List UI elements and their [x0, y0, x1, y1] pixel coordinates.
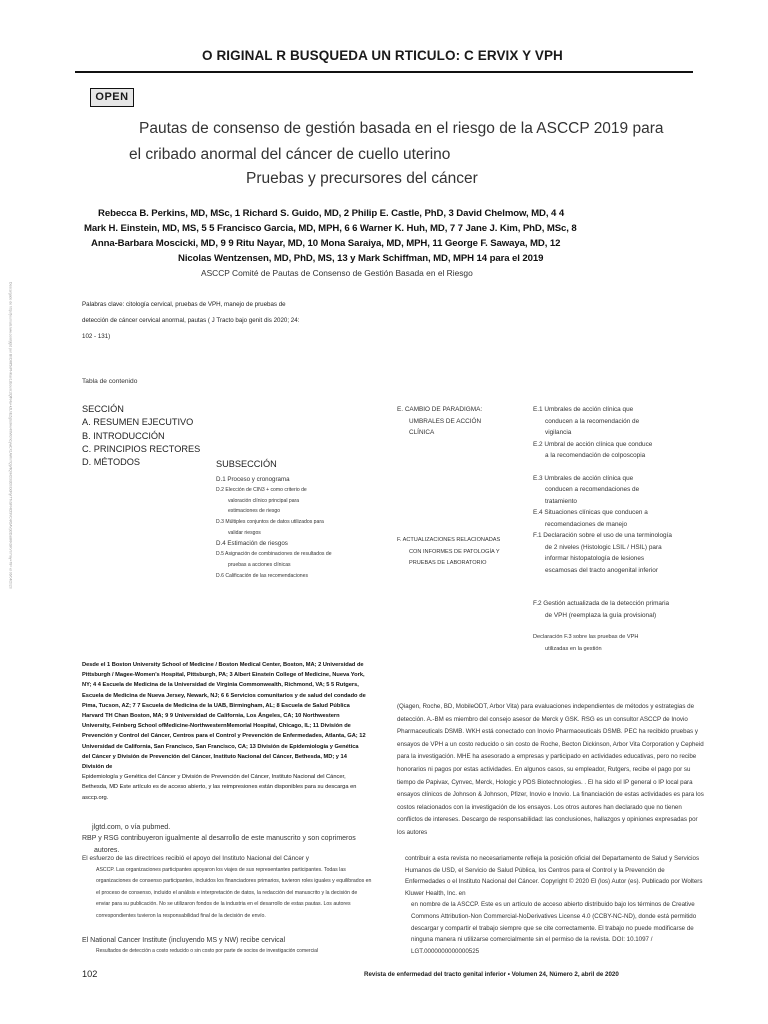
toc-d2c: estimaciones de riesgo: [228, 508, 281, 515]
journal-citation-footer: Revista de enfermedad del tracto genital inferior • Volumen 24, Número 2, abril de 2020: [364, 971, 619, 978]
toc-f1c: informar histopatología de lesiones: [545, 555, 645, 562]
page-number: 102: [82, 969, 98, 979]
toc-f1d: escamosas del tracto anogenital inferior: [545, 566, 658, 574]
toc-section-b: B. INTRODUCCIÓN: [82, 430, 165, 441]
co-first-line-2: autores.: [94, 846, 120, 854]
download-watermark: [8, 282, 19, 702]
toc-f1b: de 2 niveles (Histologic LSIL / HSIL) para: [545, 543, 662, 551]
author-line-3: Anna-Barbara Moscicki, MD, 9 9 Ritu Nayar, MD, 10 Mona Saraiya, MD, MPH, 11 George F. Sawaya, MD, 12: [91, 238, 561, 249]
toc-e-line-1: E. CAMBIO DE PARADIGMA:: [397, 406, 483, 413]
toc-d5a: D.5 Asignación de combinaciones de resultados de: [216, 551, 332, 558]
funding-line-1: El esfuerzo de las directrices recibió el apoyo del Instituto Nacional del Cáncer y: [82, 855, 309, 862]
funding-note: [82, 853, 372, 922]
toc-section-e: [397, 404, 527, 439]
toc-d1: D.1 Proceso y cronograma: [216, 476, 290, 483]
download-watermark-text: Descargado de http://journals.lww.com/jlgtd por BhDMf5ePHKav1zEoum1tQfN4a+kJLhEZgbsIHo4XMi0hCywCX1AWnYQp/IlQrHD3i3D0OdRyi7TvSFl4Cf3VC4/OAVpDDa8KKGKV0Ymy+78= el 06/04/2020: [8, 282, 13, 589]
article-title-line-3: Pruebas y precursores del cáncer: [246, 170, 478, 187]
nci-line-2: Resultados de detección a costo reducido o sin costo por parte de socios de investigación comercial: [96, 948, 319, 954]
journal-link-note: jlgtd.com, o vía pubmed.: [92, 822, 171, 831]
toc-e-line-3: CLÍNICA: [409, 429, 435, 436]
article-title-line-2: el cribado anormal del cáncer de cuello uterino: [129, 146, 451, 163]
author-line-1: Rebecca B. Perkins, MD, MSc, 1 Richard S. Guido, MD, 2 Philip E. Castle, PhD, 3 David Chelmow, MD, 4 4: [98, 208, 565, 219]
toc-section-f: [397, 535, 527, 570]
toc-f-line-2: CON INFORMES DE PATOLOGÍA Y: [409, 548, 500, 555]
toc-section-c: C. PRINCIPIOS RECTORES: [82, 443, 201, 454]
toc-d6: D.6 Calificación de las recomendaciones: [216, 572, 309, 579]
toc-subsections-ef: [533, 404, 713, 655]
toc-f2b: de VPH (reemplaza la guía provisional): [545, 611, 657, 619]
toc-d3b: validar riesgos: [228, 529, 261, 536]
license-para-2: en nombre de la ASCCP. Este es un artículo de acceso abierto distribuido bajo los términos de Creative Commons Attribution-Non Commercial-NoDerivatives License 4.0 (CCBY-NC-ND), donde está permitido descargar y compartir el trabajo siempre que se cite correctamente. El trabajo no puede modificarse de ninguna manera ni utilizarse comercialmente sin el permiso de la revista. DOI: 10.1097 / LGT.0000000000000525: [411, 901, 697, 955]
article-title-line-1: Pautas de consenso de gestión basada en el riesgo de la ASCCP 2019 para: [139, 120, 664, 137]
committee-line: ASCCP Comité de Pautas de Consenso de Gestión Basada en el Riesgo: [201, 268, 473, 278]
toc-section-d: D. MÉTODOS: [82, 457, 141, 468]
keywords-line-2: detección de cáncer cervical anormal, pautas ( J Tracto bajo genit dis 2020; 24:: [82, 317, 300, 324]
toc-e2a: E.2 Umbral de acción clínica que conduce: [533, 440, 653, 448]
author-line-2: Mark H. Einstein, MD, MS, 5 5 Francisco Garcia, MD, MPH, 6 6 Warner K. Huh, MD, 7 7 Jane J. Kim, PhD, MSc, 8: [84, 223, 577, 234]
toc-e-line-2: UMBRALES DE ACCIÓN: [409, 417, 482, 425]
co-first-line-1: RBP y RSG contribuyeron igualmente al desarrollo de este manuscrito y son coprimeros: [82, 835, 356, 842]
funding-body: ASCCP. Las organizaciones participantes apoyaron los viajes de sus representantes participantes. Todas las organizaciones de consenso participantes, incluidos los financiadores primarios, tuvieron roles iguales y equilibrados en el proceso de consenso, incluido el análisis e interpretación de datos, la redacción del manuscrito y la decisión de enviar para su publicación. No se utilizaron fondos de la industria en el desarrollo de estas pautas. Los autores correspondientes tuvieron la responsabilidad final de la decisión de envío.: [96, 866, 372, 919]
toc-f-line-1: F. ACTUALIZACIONES RELACIONADAS: [397, 537, 501, 543]
toc-e3b: conducen a recomendaciones de: [545, 486, 640, 493]
toc-f2a: F.2 Gestión actualizada de la detección primaria: [533, 600, 670, 607]
toc-e3a: E.3 Umbrales de acción clínica que: [533, 474, 634, 482]
toc-d2b: valoración clínico principal para: [228, 497, 300, 504]
toc-subsection-head: SUBSECCIÓN: [216, 459, 277, 469]
toc-caption: Tabla de contenido: [82, 378, 138, 385]
header-rule: [75, 71, 693, 73]
toc-d3a: D.3 Múltiples conjuntos de datos utilizados para: [216, 518, 324, 525]
toc-f3b: utilizadas en la gestión: [545, 645, 602, 652]
toc-sections: [82, 403, 200, 469]
toc-e1c: vigilancia: [545, 429, 572, 436]
affiliations-bold: Desde el 1 Boston University School of Medicine / Boston Medical Center, Boston, MA; 2 Universidad de Pittsburgh / Magee-Women's Hospital, Pittsburgh, PA; 3 Albert Einstein College of Medicine, Nueva York, NY; 4 4 Escuela de Medicina de la Universidad de Virginia Commonwealth, Richmond, VA; 5 5 Rutgers, Escuela de Medicina de Nueva Jersey, Newark, NJ; 6 6 Servicios comunitarios y de salud del condado de Pima, Tucson, AZ; 7 7 Escuela de Medicina de la UAB, Birmingham, AL; 8 Escuela de Salud Pública Harvard TH Chan Boston, MA; 9 9 Universidad de California, Los Ángeles, CA; 10 Northwestern University, Feinberg School ofMedicine-NorthwesternMemorial Hospital, Chicago, IL; 11 División de Prevención y Control del Cáncer, Centros para el Control y Prevención de Enfermedades, Atlanta, GA; 12 Universidad de California, San Francisco, San Francisco, CA; 13 División de Epidemiología y Genética del Cáncer y División de Prevención del Cáncer, Instituto Nacional del Cáncer, Bethesda, MD; y 14 División de: [82, 662, 366, 771]
nci-line-1: El National Cancer Institute (incluyendo MS y NW) recibe cervical: [82, 937, 286, 944]
author-line-4: Nicolas Wentzensen, MD, PhD, MS, 13 y Mark Schiffman, MD, MPH 14 para el 2019: [178, 253, 544, 264]
affiliations-normal: Epidemiología y Genética del Cáncer y División de Prevención del Cáncer, Instituto Nacional del Cáncer, Bethesda, MD Este artículo es de acceso abierto, y las reimpresiones están disponibles para su descarga en asccp.org.: [82, 774, 357, 801]
keywords-line-3: 102 - 131): [82, 333, 111, 340]
license-para-1: contribuir a esta revista no necesariamente refleja la posición oficial del Departamento de Salud y Servicios Humanos de USD, el Servicio de Salud Pública, los Centros para el Control y la Prevención de Enfermedades o el Instituto Nacional del Cáncer. Copyright © 2020 El (los) Autor (es). Publicado por Wolters Kluwer Health, Inc. en: [405, 855, 703, 897]
open-access-badge: OPEN: [90, 88, 134, 107]
toc-subsections-d: [216, 474, 386, 581]
toc-f3a: Declaración F.3 sobre las pruebas de VPH: [533, 634, 639, 640]
toc-f-line-3: PRUEBAS DE LABORATORIO: [409, 560, 487, 566]
keywords-line-1: Palabras clave: citología cervical, pruebas de VPH, manejo de pruebas de: [82, 301, 286, 308]
toc-d4: D.4 Estimación de riesgos: [216, 540, 288, 548]
toc-section-a: A. RESUMEN EJECUTIVO: [82, 417, 194, 428]
toc-section-head: SECCIÓN: [82, 404, 124, 414]
toc-e1a: E.1 Umbrales de acción clínica que: [533, 406, 634, 413]
conflict-disclosure: (Qiagen, Roche, BD, MobileODT, Arbor Vita) para evaluaciones independientes de métodos y estrategias de detección. A.-BM es miembro del consejo asesor de Merck y GSK. RSG es un consultor ASCCP de Inovio Pharmaceuticals DSMB. WKH está conectado con Inovio Pharmaceuticals DSMB. PEC ha recibido pruebas y ensayos de VPH a un costo reducido o sin costo de Roche, Becton Dickinson, Arbor Vita Corporation y Cepheid para la investigación. MHE ha asesorado a empresas y participado en actividades educativas, pero no recibe honorarios ni pagos por estas actividades. En algunos casos, su empleador, Rutgers, recibe el pago por su tiempo de Papivax, Cynvec, Merck, Hologic y PDS Biotechnologies. . El ha sido el IP general o IP local para ensayos clínicos de Johnson & Johnson, Pfizer, Inovio e Inovio. La financiación de estas actividades es para los costos relacionados con la investigación de los ensayos. Los otros autores han declarado que no tienen conflictos de intereses. Descargo de responsabilidad: las conclusiones, hallazgos y opiniones expresadas por los autores: [397, 703, 704, 836]
toc-e4a: E.4 Situaciones clínicas que conducen a: [533, 509, 648, 516]
running-header: O RIGINAL R BUSQUEDA UN RTICULO: C ERVIX Y VPH: [202, 48, 563, 63]
toc-e2b: a la recomendación de colposcopia: [545, 452, 646, 459]
toc-f1a: F.1 Declaración sobre el uso de una terminología: [533, 532, 672, 539]
toc-e3c: tratamiento: [545, 497, 577, 505]
toc-e1b: conducen a la recomendación de: [545, 417, 640, 425]
license-note: [405, 853, 705, 957]
toc-e4b: recomendaciones de manejo: [545, 520, 628, 528]
keywords: [82, 297, 342, 345]
nci-note: [82, 935, 372, 957]
toc-d5b: pruebas a acciones clínicas: [228, 561, 291, 568]
toc-d2a: D.2 Elección de CIN3 + como criterio de: [216, 487, 307, 494]
author-affiliations: [82, 660, 368, 803]
